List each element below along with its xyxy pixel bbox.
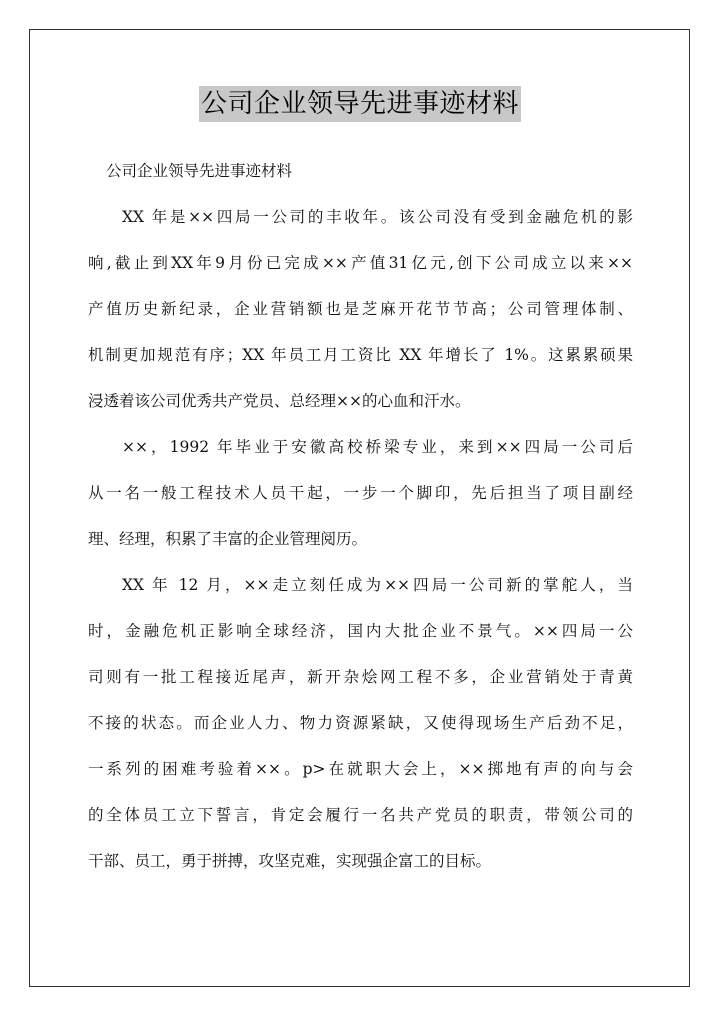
- paragraph-1-line-3: 产值历史新纪录，企业营销额也是芝麻开花节节高；公司管理体制、: [88, 300, 633, 318]
- paragraph-3-line-6: 的全体员工立下誓言，肯定会履行一名共产党员的职责，带领公司的: [88, 806, 633, 824]
- paragraph-3-line-3: 司则有一批工程接近尾声，新开杂烩网工程不多，企业营销处于青黄: [88, 668, 633, 686]
- paragraph-2-line-2: 从一名一般工程技术人员干起，一步一个脚印，先后担当了项目副经: [88, 484, 633, 502]
- paragraph-3-line-4: 不接的状态。而企业人力、物力资源紧缺，又使得现场生产后劲不足，: [88, 714, 633, 732]
- paragraph-1-line-2: 响,截止到XX年9月份已完成××产值31亿元,创下公司成立以来××: [88, 254, 633, 272]
- paragraph-2-line-1: ××，1992 年毕业于安徽高校桥梁专业，来到××四局一公司后: [122, 438, 633, 456]
- paragraph-3-line-2: 时，金融危机正影响全球经济，国内大批企业不景气。××四局一公: [88, 622, 633, 640]
- paragraph-1-line-1: XX 年是××四局一公司的丰收年。该公司没有受到金融危机的影: [122, 208, 633, 226]
- paragraph-3-line-7: 干部、员工，勇于拼搏，攻坚克难，实现强企富工的目标。: [88, 852, 492, 870]
- document-title: 公司企业领导先进事迹材料: [199, 86, 521, 122]
- paragraph-1-line-4: 机制更加规范有序；XX 年员工月工资比 XX 年增长了 1%。这累累硕果: [88, 346, 633, 364]
- document-subtitle: 公司企业领导先进事迹材料: [106, 162, 293, 180]
- paragraph-3-line-5: 一系列的困难考验着××。p>在就职大会上，××掷地有声的向与会: [88, 760, 633, 778]
- title-container: [0, 86, 720, 122]
- paragraph-1-line-5: 浸透着该公司优秀共产党员、总经理××的心血和汗水。: [88, 392, 471, 410]
- paragraph-2-line-3: 理、经理，积累了丰富的企业管理阅历。: [88, 530, 368, 548]
- document-body: [88, 148, 633, 884]
- paragraph-3-line-1: XX 年 12 月，××走立刻任成为××四局一公司新的掌舵人，当: [122, 576, 633, 594]
